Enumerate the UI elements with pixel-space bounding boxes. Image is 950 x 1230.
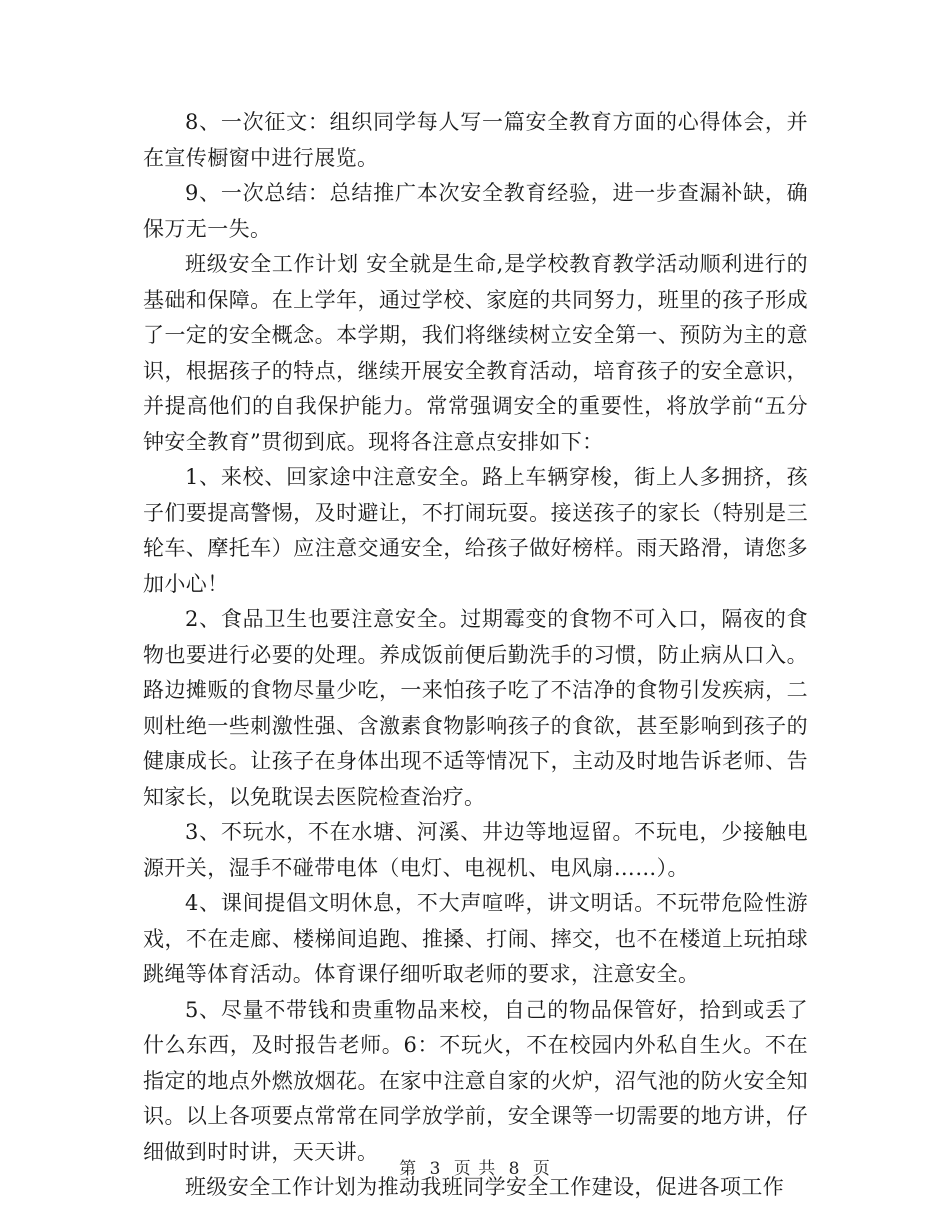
paragraph-summary-activity: 9、一次总结：总结推广本次安全教育经验，进一步查漏补缺，确保万无一失。 <box>143 181 808 241</box>
page-footer-prefix: 第 <box>399 1159 418 1179</box>
paragraph-safety-plan-intro: 班级安全工作计划 安全就是生命,是学校教育教学活动顺利进行的基础和保障。在上学年，通过学校、家庭的共同努力，班里的孩子形成了一定的安全概念。本学期，我们将继续树立安全第一、预防为主的意识，根据孩子的特点，继续开展安全教育活动，培育孩子的安全意识，并提高他们的自我保护能力。常常强调安全的重要性，将放学前“五分钟安全教育”贯彻到底。现将各注意点安排如下： <box>143 252 808 454</box>
page-number: 3 <box>429 1159 442 1179</box>
paragraph-plan-continuation: 班级安全工作计划为推动我班同学安全工作建设，促进各项工作 <box>185 1175 785 1199</box>
paragraph-commute-safety: 1、来校、回家途中注意安全。路上车辆穿梭，街上人多拥挤，孩子们要提高警惕，及时避让，不打闹玩耍。接送孩子的家长（特别是三轮车、摩托车）应注意交通安全，给孩子做好榜样。雨天路滑，请您多加小心！ <box>143 465 808 596</box>
paragraph-valuables-fire-safety: 5、尽量不带钱和贵重物品来校，自己的物品保管好，拾到或丢了什么东西，及时报告老师。6：不玩火，不在校园内外私自生火。不在指定的地点外燃放烟花。在家中注意自家的火炉，沼气池的防火安全知识。以上各项要点常常在同学放学前，安全课等一切需要的地方讲，仔细做到时时讲，天天讲。 <box>143 997 808 1164</box>
page-footer-suffix: 页 <box>532 1159 551 1179</box>
page-footer <box>0 1154 950 1179</box>
paragraph-water-electric-safety: 3、不玩水，不在水塘、河溪、井边等地逗留。不玩电，少接触电源开关，湿手不碰带电体（电灯、电视机、电风扇……）。 <box>143 820 808 880</box>
paragraph-recess-safety: 4、课间提倡文明休息，不大声喧哗，讲文明话。不玩带危险性游戏，不在走廊、楼梯间追跑、推搡、打闹、摔交，也不在楼道上玩拍球跳绳等体育活动。体育课仔细听取老师的要求，注意安全。 <box>143 891 808 986</box>
document-body <box>143 105 808 1206</box>
page-footer-middle: 页 共 <box>453 1159 497 1179</box>
paragraph-food-safety: 2、食品卫生也要注意安全。过期霉变的食物不可入口，隔夜的食物也要进行必要的处理。养成饭前便后勤洗手的习惯，防止病从口入。路边摊贩的食物尽量少吃，一来怕孩子吃了不洁净的食物引发疾病，二则杜绝一些刺激性强、含激素食物影响孩子的食欲，甚至影响到孩子的健康成长。让孩子在身体出现不适等情况下，主动及时地告诉老师、告知家长，以免耽误去医院检查治疗。 <box>143 607 808 809</box>
page-total: 8 <box>508 1159 521 1179</box>
paragraph-essay-activity: 8、一次征文：组织同学每人写一篇安全教育方面的心得体会，并在宣传橱窗中进行展览。 <box>143 110 808 170</box>
